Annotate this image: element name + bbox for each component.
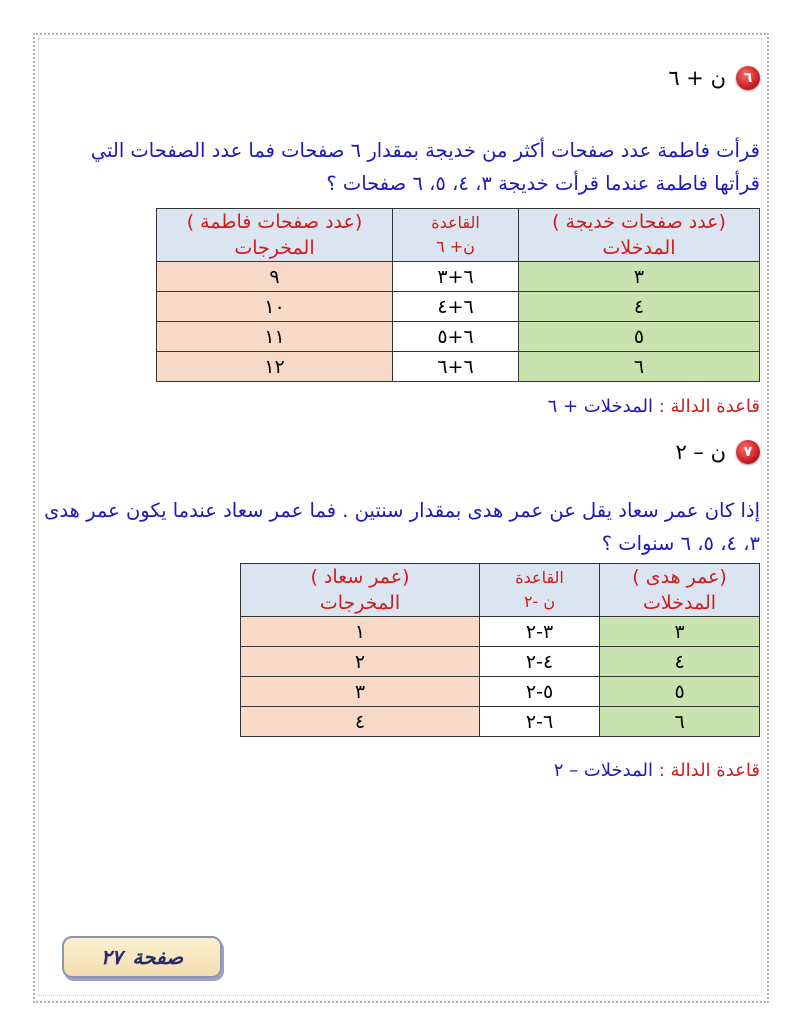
rule-cell: ٣-٢ — [480, 617, 600, 647]
input-cell: ٥ — [600, 677, 760, 707]
output-header — [157, 209, 393, 262]
input-cell: ٦ — [600, 707, 760, 737]
input-header — [519, 209, 760, 262]
section6-table — [156, 208, 760, 382]
input-cell: ٤ — [600, 647, 760, 677]
rule-cell: ٥-٢ — [480, 677, 600, 707]
output-cell: ١١ — [157, 322, 393, 352]
section7-problem: إذا كان عمر سعاد يقل عن عمر هدى بمقدار سنتين . فما عمر سعاد عندما يكون عمر هدى ٣، ٤، ٥، ٦ سنوات ؟ — [44, 499, 760, 555]
section7-heading — [675, 440, 760, 464]
input-header-label: المدخلات — [643, 592, 717, 614]
table-row — [157, 322, 760, 352]
output-cell: ٩ — [157, 262, 393, 292]
rule-cell: ٦+٥ — [393, 322, 519, 352]
rule-cell: ٦-٢ — [480, 707, 600, 737]
output-cell: ٢ — [241, 647, 480, 677]
rule-cell: ٦+٤ — [393, 292, 519, 322]
input-cell: ٣ — [519, 262, 760, 292]
rule-header-title: القاعدة — [431, 213, 480, 232]
function-rule-value: المدخلات + ٦ — [547, 396, 653, 417]
input-cell: ٦ — [519, 352, 760, 382]
function-rule-value: المدخلات – ٢ — [553, 760, 653, 781]
section6-function-rule — [548, 396, 760, 417]
section7-badge: ٧ — [736, 440, 760, 464]
table-row — [157, 352, 760, 382]
table-row — [241, 617, 760, 647]
output-cell: ١ — [241, 617, 480, 647]
input-header-title: (عدد صفحات خديجة ) — [552, 211, 726, 233]
rule-cell: ٤-٢ — [480, 647, 600, 677]
rule-cell: ٦+٣ — [393, 262, 519, 292]
rule-header — [480, 564, 600, 617]
input-cell: ٣ — [600, 617, 760, 647]
table-row — [241, 647, 760, 677]
section6-heading — [668, 66, 760, 90]
input-cell: ٥ — [519, 322, 760, 352]
output-cell: ٣ — [241, 677, 480, 707]
output-cell: ١٠ — [157, 292, 393, 322]
rule-header-expr: ن+ ٦ — [436, 237, 475, 256]
section7-title: ن – ٢ — [675, 440, 726, 464]
input-header-label: المدخلات — [602, 237, 676, 259]
output-header-label: المخرجات — [319, 592, 401, 614]
function-rule-label: قاعدة الدالة : — [658, 760, 760, 781]
table-row — [241, 677, 760, 707]
input-header-title: (عمر هدى ) — [632, 566, 727, 588]
table-row — [241, 707, 760, 737]
output-header — [241, 564, 480, 617]
page-number: ٢٧ — [100, 945, 123, 969]
table-row — [157, 292, 760, 322]
output-header-label: المخرجات — [234, 237, 315, 259]
section6-problem: قرأت فاطمة عدد صفحات أكثر من خديجة بمقدار ٦ صفحات فما عدد الصفحات التي قرأتها فاطمة عندما قرأت خديجة ٣، ٤، ٥، ٦ صفحات ؟ — [90, 139, 760, 195]
table-row — [157, 262, 760, 292]
rule-header-expr: ن -٢ — [523, 592, 556, 611]
rule-header-title: القاعدة — [515, 568, 564, 587]
output-header-title: (عمر سعاد ) — [310, 566, 410, 588]
page-word: صفحة — [132, 945, 184, 969]
table-header-row — [241, 564, 760, 617]
rule-cell: ٦+٦ — [393, 352, 519, 382]
input-cell: ٤ — [519, 292, 760, 322]
section6-title: ن + ٦ — [668, 66, 726, 90]
function-rule-label: قاعدة الدالة : — [658, 396, 760, 417]
output-cell: ٤ — [241, 707, 480, 737]
output-header-title: (عدد صفحات فاطمة ) — [186, 211, 363, 233]
input-header — [600, 564, 760, 617]
page-number-tag — [62, 936, 222, 978]
section7-function-rule — [554, 760, 760, 781]
section6-badge: ٦ — [736, 66, 760, 90]
table-header-row — [157, 209, 760, 262]
rule-header — [393, 209, 519, 262]
output-cell: ١٢ — [157, 352, 393, 382]
section7-table — [240, 563, 760, 737]
